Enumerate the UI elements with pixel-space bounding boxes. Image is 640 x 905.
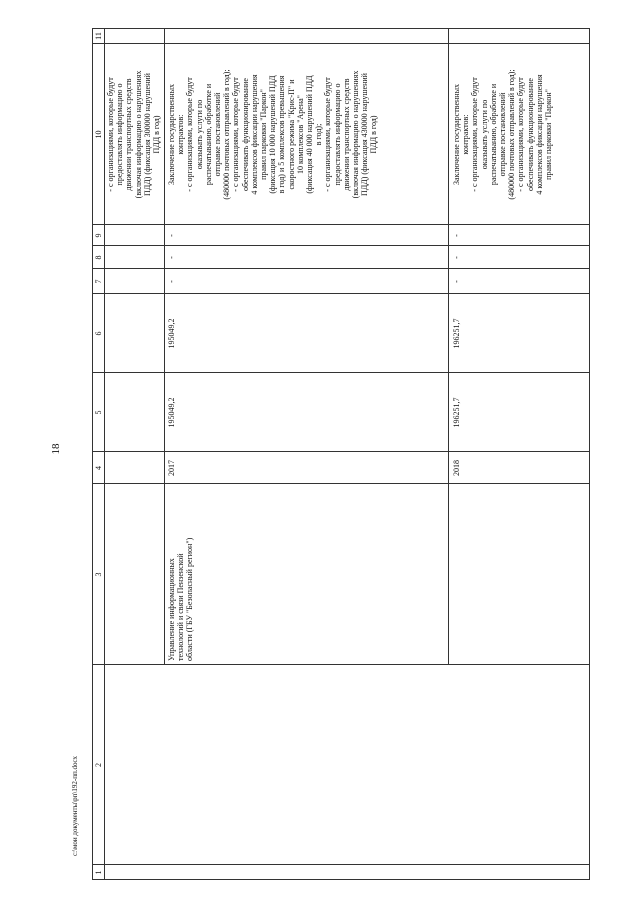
col-header-1: 1	[94, 870, 103, 875]
col-header-2: 2	[94, 763, 103, 767]
responsible-organization: Управление информационных технологий и связи Пензенской области (ГБУ "Безопасный регион")	[167, 537, 195, 661]
activity-text-2018: Заключение государственных контрактов: - с организациями, которые будут оказывать услуги по распечатыванию, обработке и отправке постановлений (480000 почтовых отправлений в год); - с организациями, которые будут обеспечивать функционирование 4 комплексов фиксации нарушения правил парковки "Паркон"	[452, 69, 554, 200]
regional-budget-2018: 196251,7	[452, 318, 461, 349]
col9-2017: -	[167, 234, 176, 237]
col7-2018: -	[452, 280, 461, 283]
regional-budget-2017: 195049,2	[167, 318, 176, 349]
col-header-9: 9	[94, 233, 103, 238]
year-2017: 2017	[167, 460, 176, 476]
table-border-bottom	[589, 28, 590, 880]
col-header-3: 3	[94, 572, 103, 577]
file-path-footer: c:\мои документы\рп\192-пп.docx	[71, 755, 79, 856]
row-divider-2018	[448, 28, 449, 665]
budget-table	[92, 28, 590, 880]
col-header-8: 8	[94, 255, 103, 260]
col-divider-1	[92, 864, 590, 865]
total-2018: 196251,7	[452, 397, 461, 428]
page-number: 18	[50, 443, 62, 455]
activity-text-2017: Заключение государственных контрактов: - с организациями, которые будут оказывать услуги по распечатыванию, обработке и отправке постановлений (480000 почтовых отправлений в год); - с организациями, которые будут обеспечивать функционирование 4 комплексов фиксации нарушения правил парковки "Паркон" (фиксация 10 000 нарушений ПДД в год) и 5 комплексов превышения скоростного режима "Крис-П" и 10 комплексов "Арена" (фиксация 40 000 нарушений ПДД в год); - с организациями, которые будут предоставлять информацию о движении транспортных средств (включая информацию о нарушениях ПДД) (фиксация 430000 нарушений ПДД в год)	[167, 69, 379, 200]
col-header-6: 6	[94, 331, 103, 336]
table-border-top	[92, 28, 93, 880]
col7-2017: -	[167, 280, 176, 283]
activity-text-continued: - с организациями, которые будут предоставлять информацию о движении транспортных средств (включая информацию о нарушениях ПДД) (фиксация 300000 нарушений ПДД в год)	[106, 70, 162, 199]
col9-2018: -	[452, 234, 461, 237]
col-header-5: 5	[94, 410, 103, 415]
header-divider	[104, 28, 105, 880]
total-2017: 195049,2	[167, 397, 176, 428]
col-header-4: 4	[94, 466, 103, 470]
table-border-left	[92, 879, 590, 880]
col8-2018: -	[452, 256, 461, 259]
year-2018: 2018	[452, 460, 461, 476]
col8-2017: -	[167, 256, 176, 259]
row-divider-top	[164, 28, 165, 665]
col-header-7: 7	[94, 279, 103, 284]
col-header-10: 10	[94, 130, 103, 139]
col-divider-2	[92, 664, 590, 665]
col-header-11: 11	[94, 32, 103, 40]
table-border-right	[92, 28, 590, 29]
